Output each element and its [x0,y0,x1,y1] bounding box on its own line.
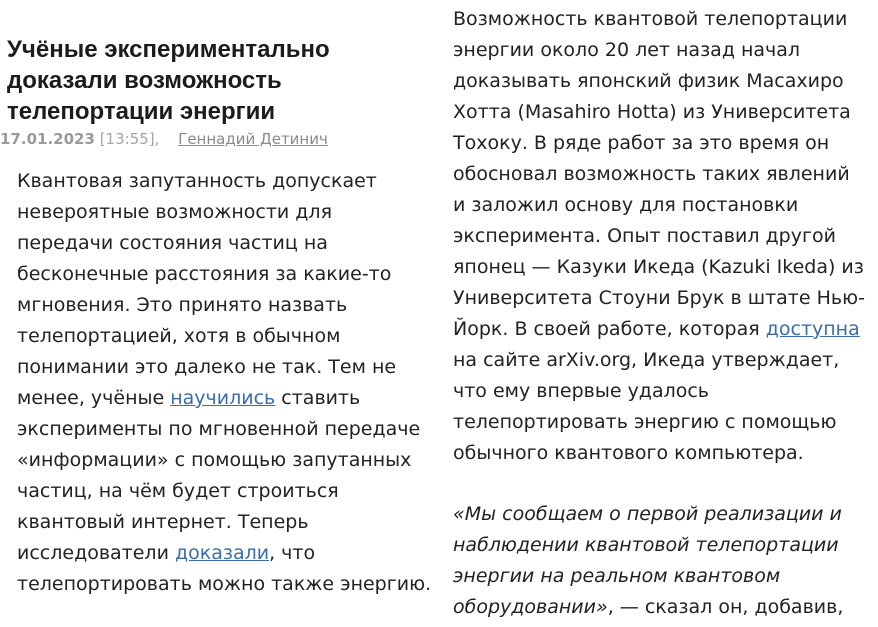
quote-line: «Мы сообщаем о первой реализации и [453,503,842,525]
text-segment: , — сказал он, добавив, [607,596,844,618]
text-line: квантовый интернет. Теперь [17,511,309,533]
article-meta [0,128,430,150]
available-link[interactable]: доступна [765,318,860,340]
text-line: и заложил основу для постановки [453,194,799,216]
text-line: доказывать японский физик Масахиро [453,70,844,92]
title-line: доказали возможность [7,67,282,94]
learned-link[interactable]: научились [170,387,276,409]
text-line: невероятные возможности для [17,201,332,223]
text-line: Тохоку. В ряде работ за это время он [453,132,830,154]
author-link[interactable]: Геннадий Детинич [178,130,328,148]
text-line: Хотта (Masahiro Hotta) из Университета [453,101,851,123]
text-line: энергии около 20 лет назад начал [453,39,801,61]
article-title [7,34,427,127]
text-segment: Йорк. В своей работе, которая [453,318,766,340]
text-segment: исследователи [17,542,175,564]
text-line [453,592,843,623]
text-line [17,383,431,414]
quote-line: наблюдении квантовой телепортации [453,534,839,556]
text-line: передачи состояния частиц на [17,232,328,254]
quote-segment: оборудовании» [453,596,608,618]
text-line: частиц, на чём будет строиться [17,480,339,502]
quote-paragraph [453,499,843,623]
text-line: на сайте arXiv.org, Икеда утверждает, [453,349,840,371]
text-line: телепортировать можно также энергию. [17,573,432,595]
text-segment: , что [269,542,316,564]
title-line: телепортации энергии [7,98,276,125]
text-line: бесконечные расстояния за какие-то [17,263,392,285]
proved-link[interactable]: доказали [174,542,270,564]
text-line: обычного квантового компьютера. [453,442,804,464]
text-line: понимании это далеко не так. Тем не [17,356,397,378]
intro-paragraph [17,166,431,600]
publish-date: 17.01.2023 [0,130,95,148]
title-line: Учёные экспериментально [7,36,330,63]
text-line: эксперимента. Опыт поставил другой [453,225,836,247]
text-segment: ставить [275,387,361,409]
quote-line: энергии на реальном квантовом [453,565,781,587]
text-line: мгновения. Это принято назвать [17,294,348,316]
text-line: эксперименты по мгновенной передаче [17,418,421,440]
text-line [453,314,865,345]
text-line: «информации» с помощью запутанных [17,449,412,471]
text-line [17,538,431,569]
text-line: телепортацией, хотя в обычном [17,325,341,347]
text-segment: менее, учёные [17,387,171,409]
text-line: телепортировать энергию с помощью [453,411,837,433]
text-line: что ему впервые удалось [453,380,709,402]
text-line: Университета Стоуни Брук в штате Нью- [453,287,865,309]
text-line: японец — Казуки Икеда (Kazuki Ikeda) из [453,256,864,278]
body-paragraph [453,4,865,469]
text-line: обосновал возможность таких явлений [453,163,850,185]
publish-time: [13:55], [99,130,160,148]
text-line: Возможность квантовой телепортации [453,8,848,30]
text-line: Квантовая запутанность допускает [17,170,377,192]
